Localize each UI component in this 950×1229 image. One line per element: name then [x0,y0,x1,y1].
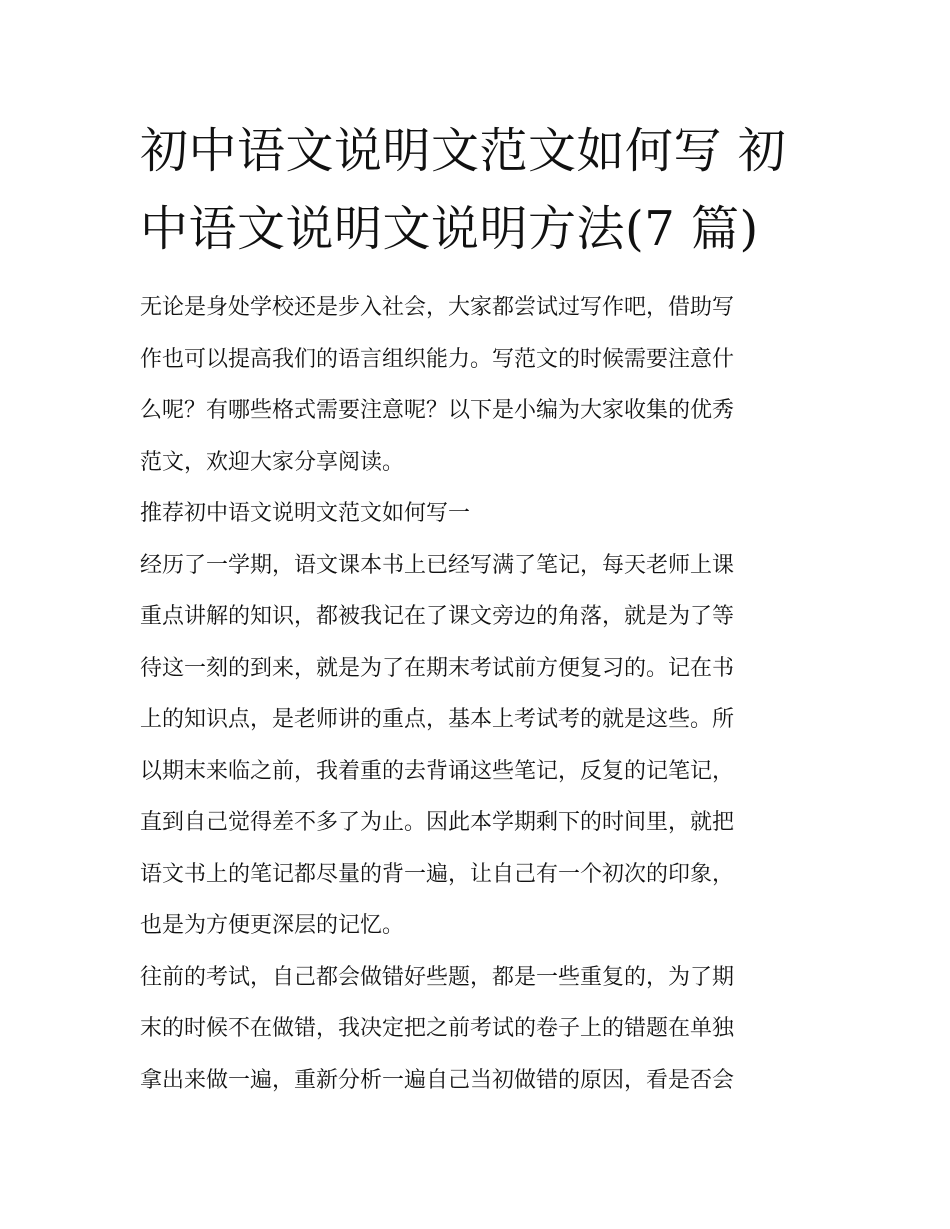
text-line: 拿出来做一遍，重新分析一遍自己当初做错的原因，看是否会 [140,1067,735,1093]
title-line: 初中语文说明文范文如何写 初 [140,123,787,179]
document-content [140,112,812,1106]
text-line: 末的时候不在做错，我决定把之前考试的卷子上的错题在单独 [140,1016,735,1041]
title-line: 中语文说明文说明方法(7 篇) [140,201,759,257]
text-line: 么呢？有哪些格式需要注意呢？以下是小编为大家收集的优秀 [140,398,735,423]
text-line: 经历了一学期，语文课本书上已经写满了笔记，每天老师上课 [140,552,735,578]
text-line: 也是为方便更深层的记忆。 [140,913,405,938]
intro-paragraph [140,282,812,488]
body-paragraph [140,952,812,1107]
text-line: 上的知识点，是老师讲的重点，基本上考试考的就是这些。所 [140,707,735,732]
text-line: 以期末来临之前，我着重的去背诵这些笔记，反复的记笔记， [140,758,735,784]
text-line: 往前的考试，自己都会做错好些题，都是一些重复的，为了期 [140,964,735,990]
body-paragraph [140,540,812,952]
text-line: 语文书上的笔记都尽量的背一遍，让自己有一个初次的印象， [140,861,735,887]
text-line: 推荐初中语文说明文范文如何写一 [140,501,471,526]
text-line: 作也可以提高我们的语言组织能力。写范文的时候需要注意什 [140,346,735,372]
text-line: 范文，欢迎大家分享阅读。 [140,449,405,475]
document-body [140,282,812,1106]
text-line: 待这一刻的到来，就是为了在期末考试前方便复习的。记在书 [140,655,735,681]
text-line: 重点讲解的知识，都被我记在了课文旁边的角落，就是为了等 [140,604,735,629]
text-line: 无论是身处学校还是步入社会，大家都尝试过写作吧，借助写 [140,295,735,320]
text-line: 直到自己觉得差不多了为止。因此本学期剩下的时间里，就把 [140,810,735,835]
section-heading [140,488,812,540]
document-title [140,112,812,268]
